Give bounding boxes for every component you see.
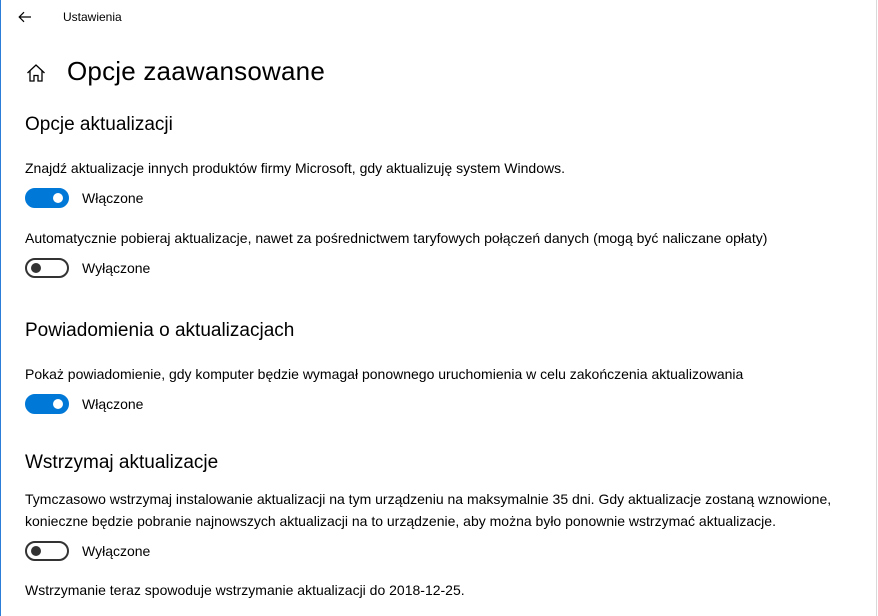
- home-icon: [25, 62, 47, 84]
- toggle-switch-on[interactable]: [25, 394, 69, 414]
- page-title: Opcje zaawansowane: [67, 56, 325, 86]
- metered-download-toggle[interactable]: [25, 256, 150, 280]
- section-title-notifications: Powiadomienia o aktualizacjach: [25, 320, 295, 341]
- toggle-state-label: Wyłączone: [82, 260, 151, 276]
- pause-description-line1: Tymczasowo wstrzymaj instalowanie aktualizacji na tym urządzeniu na maksymalnie 35 dni. Gdy aktualizacje zostaną wznowione,: [25, 491, 832, 507]
- toggle-switch-off[interactable]: [25, 541, 69, 561]
- toggle-knob: [53, 399, 63, 409]
- toggle-state-label: Włączone: [82, 396, 144, 412]
- pause-description-line2: konieczne będzie pobranie najnowszych aktualizacji na to urządzenie, aby można było ponownie wstrzymać aktualizacje.: [25, 513, 776, 529]
- restart-notice-description: Pokaż powiadomienie, gdy komputer będzie wymagał ponownego uruchomienia w celu zakończenia aktualizowania: [25, 366, 744, 382]
- other-products-toggle[interactable]: [25, 186, 143, 210]
- toggle-switch-on[interactable]: [25, 188, 69, 208]
- other-products-description: Znajdź aktualizacje innych produktów firmy Microsoft, gdy aktualizuję system Windows.: [25, 160, 565, 176]
- toggle-switch-off[interactable]: [25, 258, 69, 278]
- home-button[interactable]: [25, 62, 47, 84]
- restart-notice-toggle[interactable]: [25, 392, 143, 416]
- pause-updates-toggle[interactable]: [25, 539, 150, 563]
- pause-footer-note: Wstrzymanie teraz spowoduje wstrzymanie aktualizacji do 2018-12-25.: [25, 582, 465, 598]
- metered-download-description: Automatycznie pobieraj aktualizacje, nawet za pośrednictwem taryfowych połączeń danych (mogą być naliczane opłaty): [25, 230, 768, 246]
- back-button[interactable]: [11, 4, 39, 30]
- toggle-knob: [53, 193, 63, 203]
- toggle-state-label: Włączone: [82, 190, 144, 206]
- toggle-state-label: Wyłączone: [82, 543, 151, 559]
- section-title-pause: Wstrzymaj aktualizacje: [25, 452, 219, 473]
- toggle-knob: [31, 263, 41, 273]
- section-title-update-options: Opcje aktualizacji: [25, 114, 173, 135]
- app-title: Ustawienia: [63, 10, 122, 24]
- back-arrow-icon: [18, 11, 32, 23]
- title-bar: [1, 0, 876, 34]
- toggle-knob: [31, 546, 41, 556]
